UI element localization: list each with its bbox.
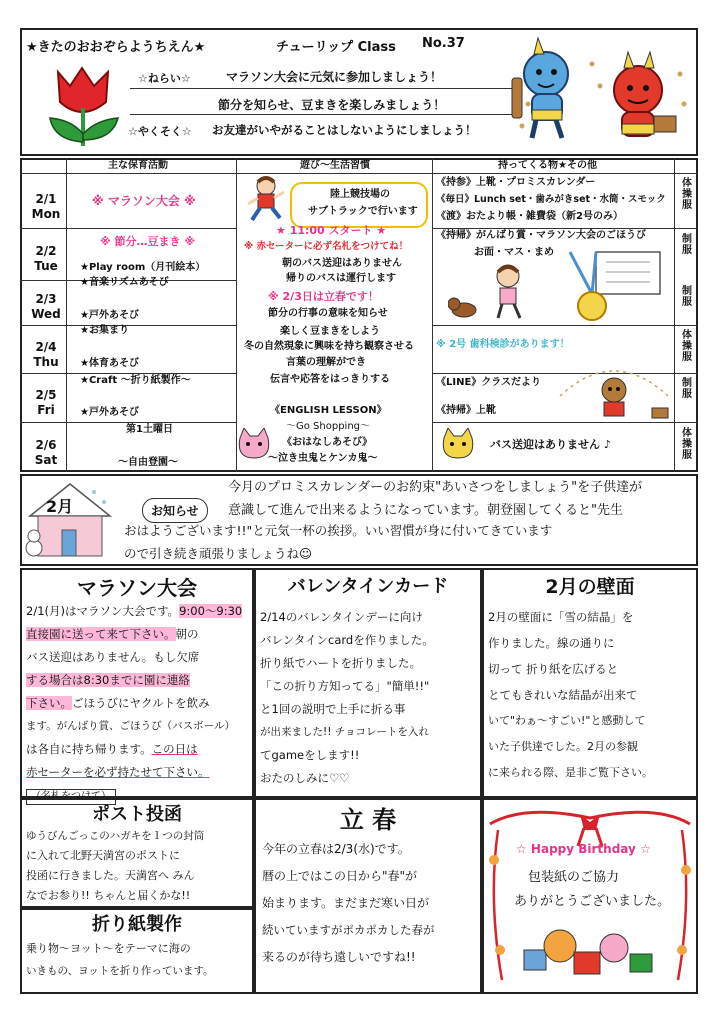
main-fri-2: ★戸外あそび: [80, 407, 139, 418]
main-thu-1: ★お集まり: [80, 325, 129, 336]
bring-rule-4: [432, 422, 698, 423]
valentine-body: 2/14のバレンタインデーに向け バレンタインcardを作りました。 折り紙でハートを折りました。 「この折り方知ってる」"簡単!!" と1回の説明で上手に折る事 が出来ました!! チョコレートを入れ てgameをします!! おたのしみに♡♡: [260, 610, 434, 785]
origami-body: 乗り物～ヨット～をテーマに海の いきもの、ヨットを折り作っています。: [26, 942, 214, 977]
play-line-2: 楽しく豆まきをしよう: [280, 326, 380, 337]
uniform-sat: 体操服: [682, 428, 692, 461]
risshun-body: 今年の立春は2/3(水)です。 暦の上ではこの日から"春"が 始まります。まだまだ寒い日が 続いていますがポカポカした春が 来るのが待ち遠しいですね!!: [262, 842, 435, 964]
notice-label: お知らせ: [142, 498, 208, 523]
main-tue-2: ★Play room（月刊絵本）: [80, 262, 206, 273]
bring-7: 《LINE》クラスだより: [436, 377, 541, 388]
row-rule-1: [20, 228, 236, 229]
valentine-title: バレンタインカード: [287, 576, 449, 597]
header-rule-1: [130, 88, 520, 89]
notice-text-3: おはようございます!!"と元気一杯の挨拶。いい習慣が身に付いてきています: [124, 523, 553, 538]
play-bus-return: 帰りのバスは運行します: [286, 273, 396, 284]
play-line-3: 冬の自然現象に興味を持ち観察させる: [244, 341, 414, 352]
notice-month: 2月: [46, 497, 74, 516]
wall-body: 2月の壁面に「雪の結晶」を 作りました。線の通りに 切って 折り紙を広げると とてもきれいな結晶が出来て いて"わぁ～すごい!"と感動して いた子供達でした。2月の参観 に来られる際、是非ご覧下さい。: [488, 610, 653, 779]
bring-6: ※ 2号 歯科検診があります！: [436, 339, 570, 350]
header-rule-2: [130, 114, 520, 115]
uniform-fri: 制服: [682, 378, 692, 400]
running-child-illustration: [242, 174, 294, 226]
school-name: ★きたのおおぞらようちえん★: [26, 40, 206, 55]
col-header-bring: 持ってくる物★その他: [498, 160, 597, 171]
main-mon: ※ マラソン大会 ※: [92, 194, 196, 208]
col-divider-play: [432, 158, 433, 472]
promise-label: ☆やくそく☆: [128, 125, 192, 138]
oni-illustration: [504, 34, 694, 146]
main-thu-2: ★体育あそび: [80, 358, 139, 369]
medal-illustration: [566, 248, 666, 324]
play-go-shopping: ～Go Shopping～: [286, 421, 371, 432]
risshun-title: 立 春: [339, 806, 397, 834]
marathon-title: マラソン大会: [77, 576, 197, 600]
aim-1: マラソン大会に元気に参加しましょう！: [226, 70, 443, 84]
play-start: ★ 11:00 スタート ★: [276, 224, 387, 237]
day-sat: 2/6 Sat: [34, 438, 58, 467]
main-wed-2: ★戸外あそび: [80, 310, 139, 321]
bring-9: バス送迎はありません ♪: [490, 438, 611, 451]
class-name: チューリップ Class: [276, 40, 396, 55]
col-divider-day: [66, 158, 67, 472]
bring-8: 《持帰》上靴: [436, 405, 496, 416]
col-divider-main: [236, 158, 237, 472]
aim-label: ☆ねらい☆: [138, 72, 191, 85]
bring-2: 《毎日》Lunch set・歯みがきset・水筒・スモック: [436, 194, 666, 205]
play-english: 《ENGLISH LESSON》: [270, 405, 387, 416]
child-and-dog-illustration: [448, 262, 548, 324]
main-sat-1: 第1土曜日: [126, 424, 173, 435]
promise-text: お友達がいやがることはしないようにしましょう！: [212, 123, 477, 137]
birthday-line-1: 包装紙のご協力: [528, 870, 620, 885]
bring-4: 《持帰》がんばり賞・マラソン大会のごほうび: [436, 230, 646, 241]
post-title: ポスト投函: [92, 804, 182, 825]
bring-5: お面・マス・まめ: [474, 247, 554, 258]
bring-1: 《持参》上靴・プロミスカレンダー: [436, 177, 596, 188]
main-sat-2: ～自由登園～: [118, 457, 178, 468]
birthday-line-2: ありがとうございました。: [514, 894, 671, 909]
col-header-play: 遊び～生活習慣: [300, 160, 370, 171]
main-tue-1: ※ 節分…豆まき ※: [100, 235, 196, 248]
day-fri: 2/5 Fri: [35, 388, 57, 417]
play-line-1: 節分の行事の意味を知らせ: [268, 308, 388, 319]
uniform-mon: 体操服: [682, 178, 692, 211]
bring-rule-2: [432, 325, 698, 326]
header-row-rule: [20, 173, 698, 174]
notice-text-4: ので引き続き頑張りましょうね☺: [124, 546, 313, 561]
play-line-4: 言葉の理解ができ: [286, 357, 366, 368]
col-divider-bring: [674, 158, 675, 472]
play-line-5: 伝言や応答をはっきりする: [270, 374, 390, 385]
col-header-main: 主な保育活動: [108, 160, 168, 171]
day-wed: 2/3 Wed: [31, 292, 61, 321]
uniform-tue: 制服: [682, 234, 692, 256]
post-body: ゆうびんごっこのハガキを１つの封筒 に入れて北野天満宮のポストに 投函に行きました。天満宮へ みん なでお参り!! ちゃんと届くかな!!: [26, 830, 205, 902]
day-mon: 2/1 Mon: [31, 192, 61, 221]
yellow-cat-icon: [440, 428, 476, 460]
play-red-sweater: ※ 赤セーターに必ず名札をつけてね！: [244, 241, 409, 252]
uniform-thu: 体操服: [682, 330, 692, 363]
juggling-monkey-illustration: [556, 356, 672, 420]
notice-text-2: 意識して進んで出来るようになっています。朝登園してくると"先生: [228, 503, 623, 518]
aim-2: 節分を知らせ、豆まきを楽しみましょう！: [218, 98, 446, 112]
wall-title: 2月の壁面: [545, 576, 635, 598]
marathon-body: 2/1(月)はマラソン大会です。9:00～9:30 直接園に送って来て下さい。朝の バス送迎はありません。もし欠席 する場合は8:30までに園に連絡 下さい。ごほうびにヤクルトを飲み ます。がんばり賞、ごほうび（バスボール） は各自に持ち帰ります。この日は 赤セーターを必ず持たせて下さい。 （名札をつけて）: [26, 600, 252, 807]
play-no-bus-morning: 朝のバス送迎はありません: [282, 258, 402, 269]
pink-cat-icon: [236, 428, 272, 460]
issue-number: No.37: [422, 36, 465, 51]
bring-3: 《渡》おたより帳・雑費袋（新2号のみ）: [436, 211, 623, 222]
main-wed-1: ★音楽リズムあそび: [80, 277, 169, 288]
play-bubble-2: サブトラックで行います: [308, 206, 418, 217]
play-bubble-1: 陸上競技場の: [330, 189, 390, 200]
uniform-wed: 制服: [682, 286, 692, 308]
day-thu: 2/4 Thu: [33, 340, 59, 369]
play-ohanashi: 《おはなしあそび》: [282, 437, 373, 448]
day-tue: 2/2 Tue: [34, 244, 58, 273]
play-risshun: ※ 2/3日は立春です！: [268, 290, 379, 303]
main-fri-1: ★Craft ～折り紙製作～: [80, 375, 191, 386]
tulip-icon: [44, 62, 124, 150]
birthday-title: ☆ Happy Birthday ☆: [516, 842, 651, 856]
play-naki: ～泣き虫鬼とケンカ鬼～: [268, 453, 378, 464]
notice-text-1: 今月のプロミスカレンダーのお約束"あいさつをしましょう"を子供達が: [228, 480, 643, 495]
snow-house-illustration: [24, 478, 116, 562]
origami-title: 折り紙製作: [92, 914, 182, 935]
